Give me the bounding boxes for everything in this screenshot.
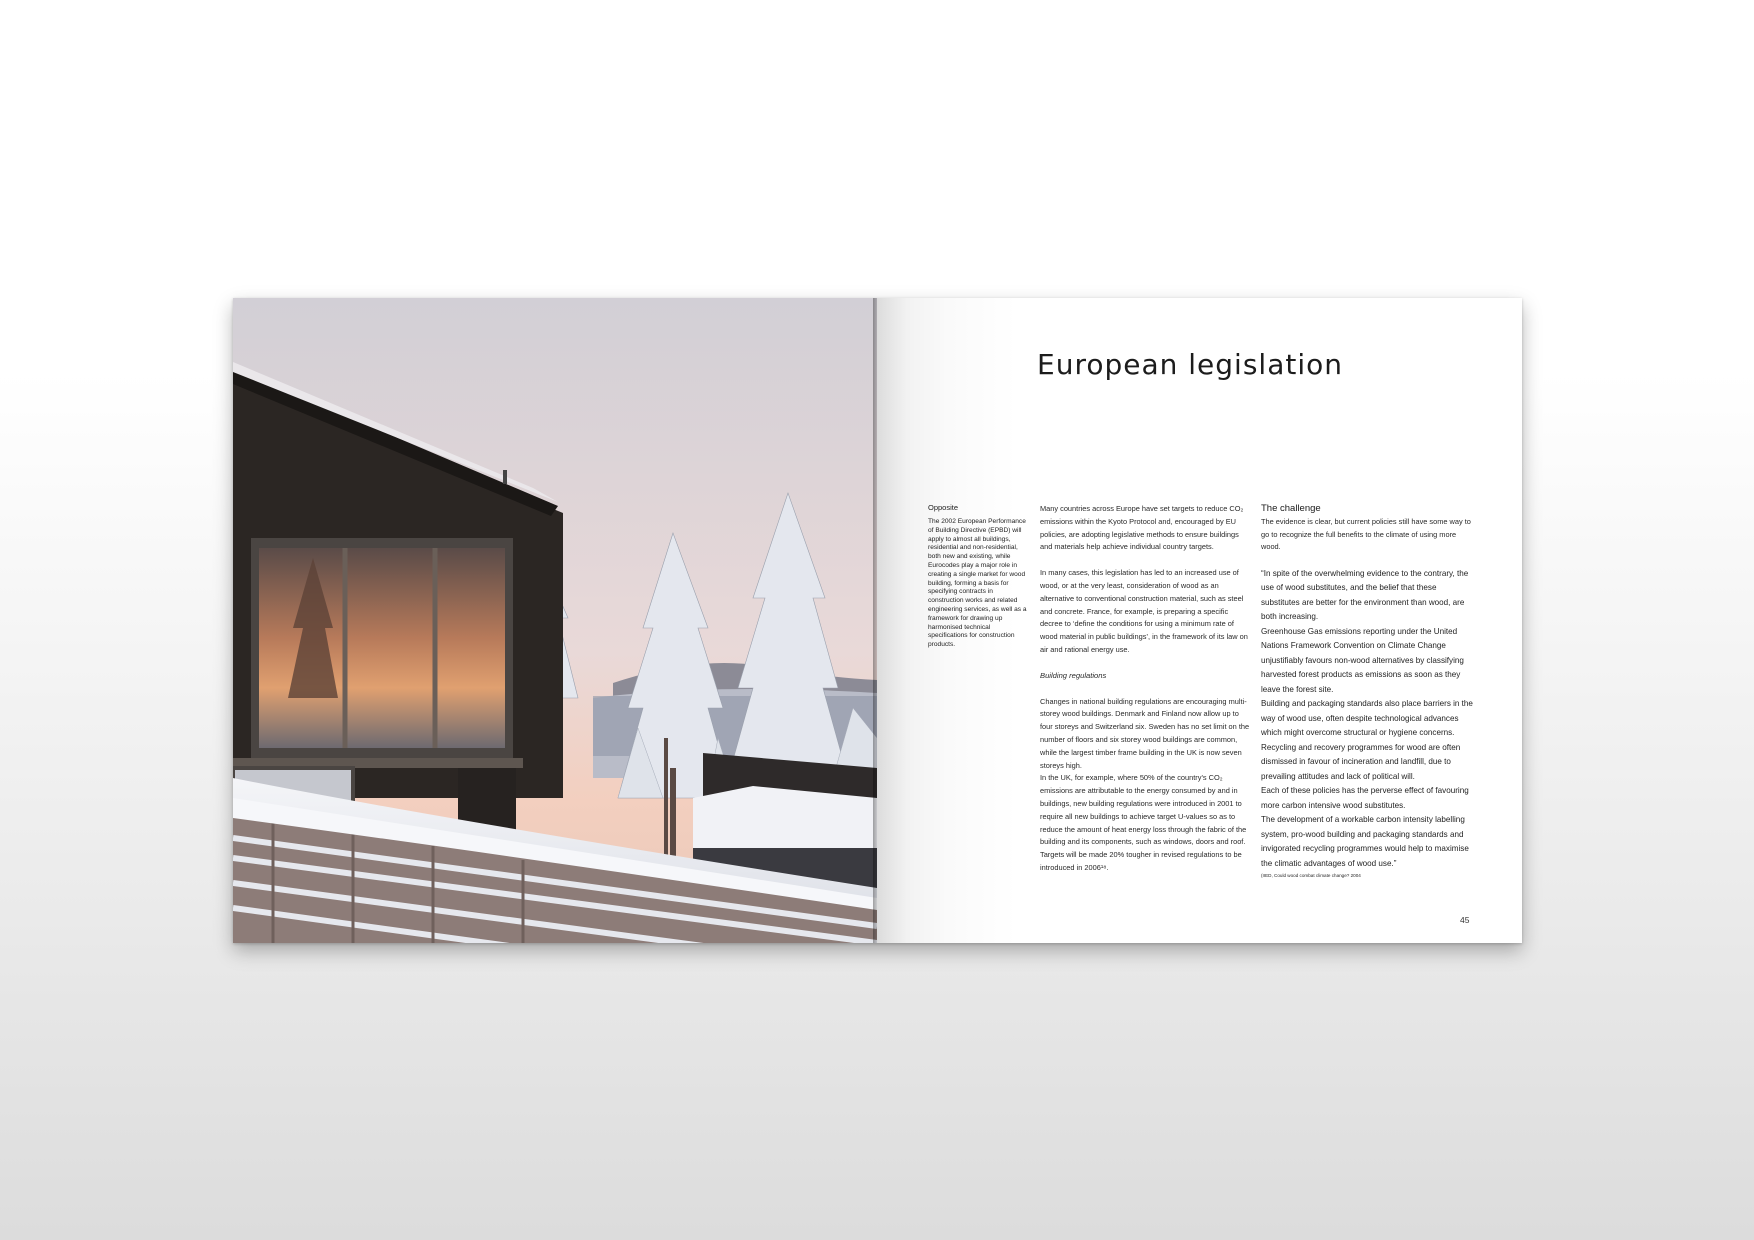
subheading-building-regulations: Building regulations: [1040, 670, 1107, 680]
page-title: European legislation: [1037, 348, 1343, 381]
intro-paragraph: The evidence is clear, but current policies still have some way to go to recognize the full benefits to the climate of using more wood.: [1261, 517, 1471, 552]
body-column-right: [1261, 502, 1473, 880]
paragraph: In many cases, this legislation has led to an increased use of wood, or at the very least, consideration of wood as an alternative to conventional construction material, such as steel and concrete. France, for example, is preparing a specific decree to ‘define the conditions for using a minimum rate of wood material in public buildings’, in the framework of its law on air and rational energy use.: [1040, 568, 1248, 654]
book-spread: [233, 298, 1522, 943]
winter-house-photo: [233, 298, 877, 943]
photo-caption: [928, 503, 1028, 650]
paragraph: In the UK, for example, where 50% of the country's CO₂ emissions are attributable to the energy consumed by and in buildings, new building regulations were introduced in 2001 to require all new buildings to achieve target U-values so as to reduce the amount of heat energy loss through the fabric of the building and its components, such as windows, doors and roof. Targets will be made 20% tougher in revised regulations to be introduced in 2006¹⁸.: [1040, 773, 1247, 872]
page-number: 45: [1460, 915, 1470, 925]
quote-paragraph: “In spite of the overwhelming evidence to the contrary, the use of wood substitutes, and the belief that these substitutes are better for the environment than wood, are both increasing.: [1261, 568, 1469, 622]
quote-paragraph: Each of these policies has the perverse effect of favouring more carbon intensive wood substitutes.: [1261, 786, 1469, 810]
caption-label: Opposite: [928, 503, 959, 512]
caption-text: The 2002 European Performance of Building Directive (EPBD) will apply to almost all buildings, residential and non-residential, both new and existing, while Eurocodes play a major role in creating a single market for wood building, forming a basis for specifying contracts in construction works and related engineering services, as well as a framework for drawing up harmonised technical specifications for construction products.: [928, 518, 1027, 649]
quote-block: [1261, 567, 1473, 881]
paragraph: Changes in national building regulations are encouraging multi-storey wood buildings. Denmark and Finland now allow up to four storeys and Switzerland six. Sweden has no set limit on the number of floors and six storey wood buildings are common, while the largest timber frame building in the UK is now seven storeys high.: [1040, 696, 1250, 770]
quote-paragraph: Greenhouse Gas emissions reporting under the United Nations Framework Convention on Climate Change unjustifiably favours non-wood alternatives by classifying harvested forest products as emissions as soon as they leave the forest site.: [1261, 626, 1464, 694]
body-column-middle: [1040, 503, 1250, 875]
quote-paragraph: The development of a workable carbon intensity labelling system, pro-wood building and packaging standards and invigorated recycling programmes would help to maximise the climatic advantages of wood use.”: [1261, 815, 1469, 868]
quote-paragraph: Recycling and recovery programmes for wood are often dismissed in favour of incineration and landfill, due to prevailing attitudes and lack of political will.: [1261, 742, 1461, 781]
paragraph: Many countries across Europe have set targets to reduce CO₂ emissions within the Kyoto Protocol and, encouraged by EU policies, are adopting legislative methods to ensure buildings and materials help achieve individual country targets.: [1040, 504, 1244, 552]
left-page: [233, 298, 877, 943]
right-page: [877, 298, 1522, 943]
quote-source: (IIED, Could wood combat climate change? 2004: [1261, 873, 1361, 879]
quote-paragraph: Building and packaging standards also place barriers in the way of wood use, often despite technological advances which might overcome structural or hygiene concerns.: [1261, 699, 1473, 738]
section-heading-challenge: The challenge: [1261, 503, 1321, 514]
